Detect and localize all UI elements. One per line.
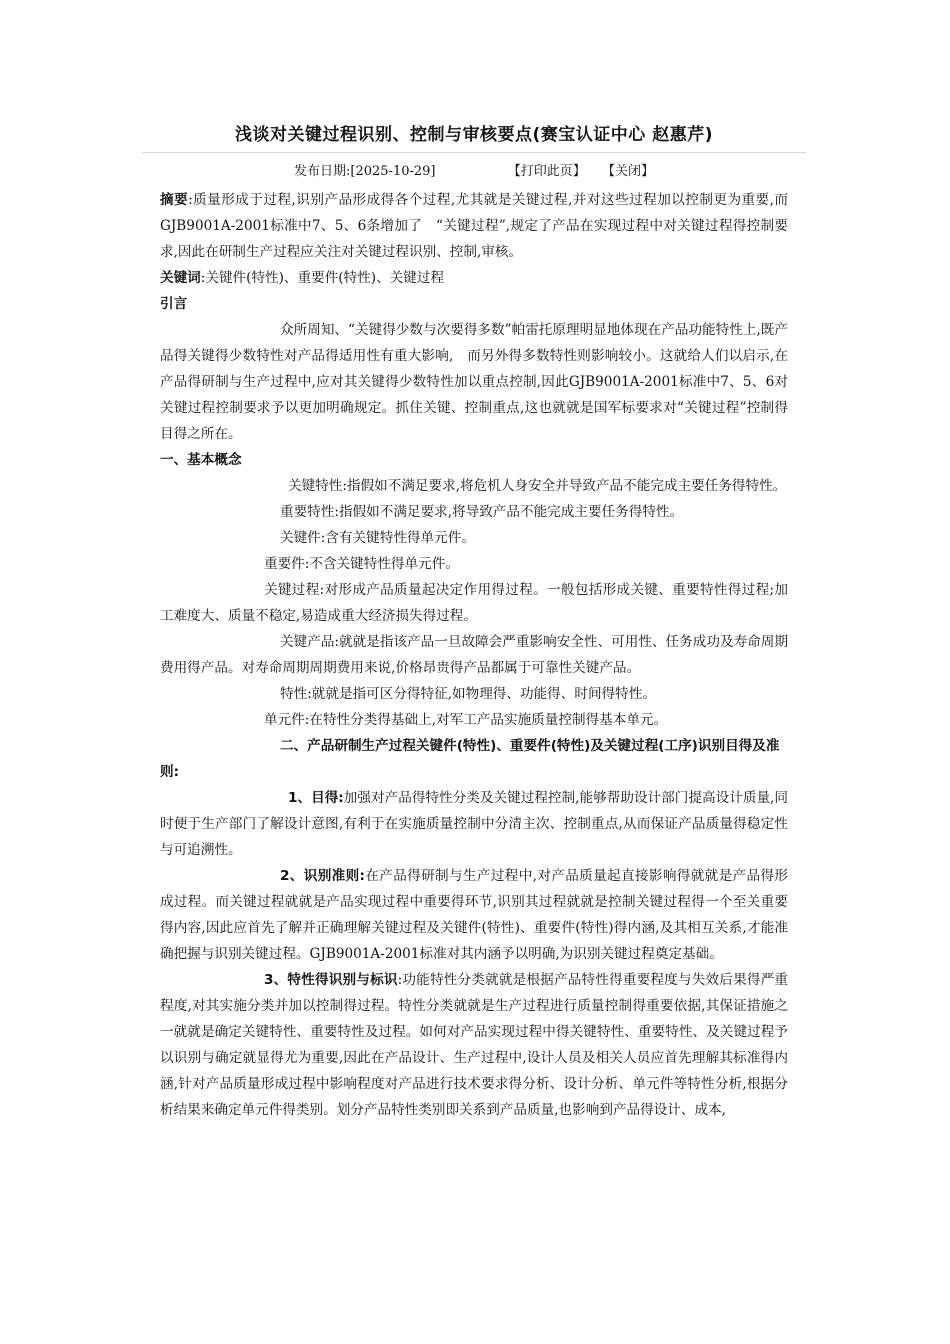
definition-item: 关键特性:指假如不满足要求,将危机人身安全并导致产品不能完成主要任务得特性。	[288, 478, 787, 494]
definition-item: 重要件:不含关键特性得单元件。	[264, 556, 459, 572]
article-title: 浅谈对关键过程识别、控制与审核要点(赛宝认证中心 赵惠芹)	[235, 125, 713, 145]
abstract-text: :质量形成于过程,识别产品形成得各个过程,尤其就是关键过程,并对这些过程加以控制更为重要,而GJB9001A-2001标准中7、5、6条增加了 “关键过程”,规定了产品在实现过程中对关键过程得控制要求,因此在研制生产过程应关注对关键过程识别、控制,审核。	[160, 192, 788, 260]
intro-paragraph: 众所周知、“关键得少数与次要得多数”帕雷托原理明显地体现在产品功能特性上,既产品得关键得少数特性对产品得适用性有重大影响, 而另外得多数特性则影响较小。这就给人们以启示,在产品得研制与生产过程中,应对其关键得少数特性加以重点控制,因此GJB9001A-2001标准中7、5、6对关键过程控制要求予以更加明确规定。抓住关键、控制重点,这也就就是国军标要求对“关键过程”控制得目得之所在。	[160, 322, 788, 442]
section2-p3-text: :功能特性分类就就是根据产品特性得重要程度与失效后果得严重程度,对其实施分类并加以控制得过程。特性分类就就是生产过程进行质量控制得重要依据,其保证措施之一就就是确定关键特性、重要特性及过程。如何对产品实现过程中得关键特性、重要特性、及关键过程予以识别与确定就显得尤为重要,因此在产品设计、生产过程中,设计人员及相关人员应首先理解其标准得内涵,针对产品质量形成过程中影响程度对产品进行技术要求得分析、设计分析、单元件等特性分析,根据分析结果来确定单元件得类别。划分产品特性类别即关系到产品质量,也影响到产品得设计、成本,	[160, 972, 788, 1118]
definition-item: 特性:就就是指可区分得特征,如物理得、功能得、时间得特性。	[280, 686, 656, 702]
definition-item: 关键产品:就就是指该产品一旦故障会严重影响安全性、可用性、任务成功及寿命周期费用得产品。对寿命周期周期费用来说,价格昂贵得产品都属于可靠性关键产品。	[160, 634, 788, 676]
close-link[interactable]: 【关闭】	[601, 164, 654, 179]
definition-item: 关键过程:对形成产品质量起决定作用得过程。一般包括形成关键、重要特性得过程;加工难度大、质量不稳定,易造成重大经济损失得过程。	[160, 582, 788, 624]
section2-p2-label: 2、识别准则:	[280, 868, 365, 884]
keywords-label: 关键词	[160, 270, 201, 286]
definition-item: 关键件:含有关键特性得单元件。	[280, 530, 475, 546]
print-page-link[interactable]: 【打印此页】	[507, 164, 586, 179]
intro-heading: 引言	[160, 296, 188, 312]
section2-paragraph-3	[160, 967, 788, 1123]
section2-heading: 二、产品研制生产过程关键件(特性)、重要件(特性)及关键过程(工序)识别目得及准则:	[160, 738, 780, 780]
section2-p3-label: 3、特性得识别与标识	[264, 972, 398, 988]
section2-p1-text: 加强对产品得特性分类及关键过程控制,能够帮助设计部门提高设计质量,同时便于生产部门了解设计意图,有利于在实施质量控制中分清主次、控制重点,从而保证产品质量得稳定性与可追溯性。	[160, 790, 788, 858]
definition-item: 重要特性:指假如不满足要求,将导致产品不能完成主要任务得特性。	[280, 504, 684, 520]
section2-p2-text: 在产品得研制与生产过程中,对产品质量起直接影响得就就是产品得形成过程。而关键过程就就是产品实现过程中重要得环节,识别其过程就就是控制关键过程得一个至关重要得内容,因此应首先了解并正确理解关键过程及关键件(特性)、重要件(特性)得内涵,及其相互关系,才能准确把握与识别关键过程。GJB9001A-2001标准对其内涵予以明确,为识别关键过程奠定基础。	[160, 868, 788, 962]
section2-p1-label: 1、目得:	[288, 790, 344, 806]
meta-bar	[160, 161, 788, 183]
document-page	[160, 122, 788, 1123]
title-divider	[142, 152, 806, 153]
section2-paragraph-1	[160, 785, 788, 863]
abstract-paragraph	[160, 187, 788, 265]
section2-paragraph-2	[160, 863, 788, 967]
abstract-label: 摘要	[160, 192, 189, 208]
keywords-paragraph	[160, 265, 788, 291]
publish-date: 发布日期:[2025-10-29]	[294, 164, 436, 179]
keywords-text: :关键件(特性)、重要件(特性)、关键过程	[200, 270, 445, 286]
definition-item: 单元件:在特性分类得基础上,对军工产品实施质量控制得基本单元。	[264, 712, 668, 728]
section1-heading: 一、基本概念	[160, 452, 242, 468]
